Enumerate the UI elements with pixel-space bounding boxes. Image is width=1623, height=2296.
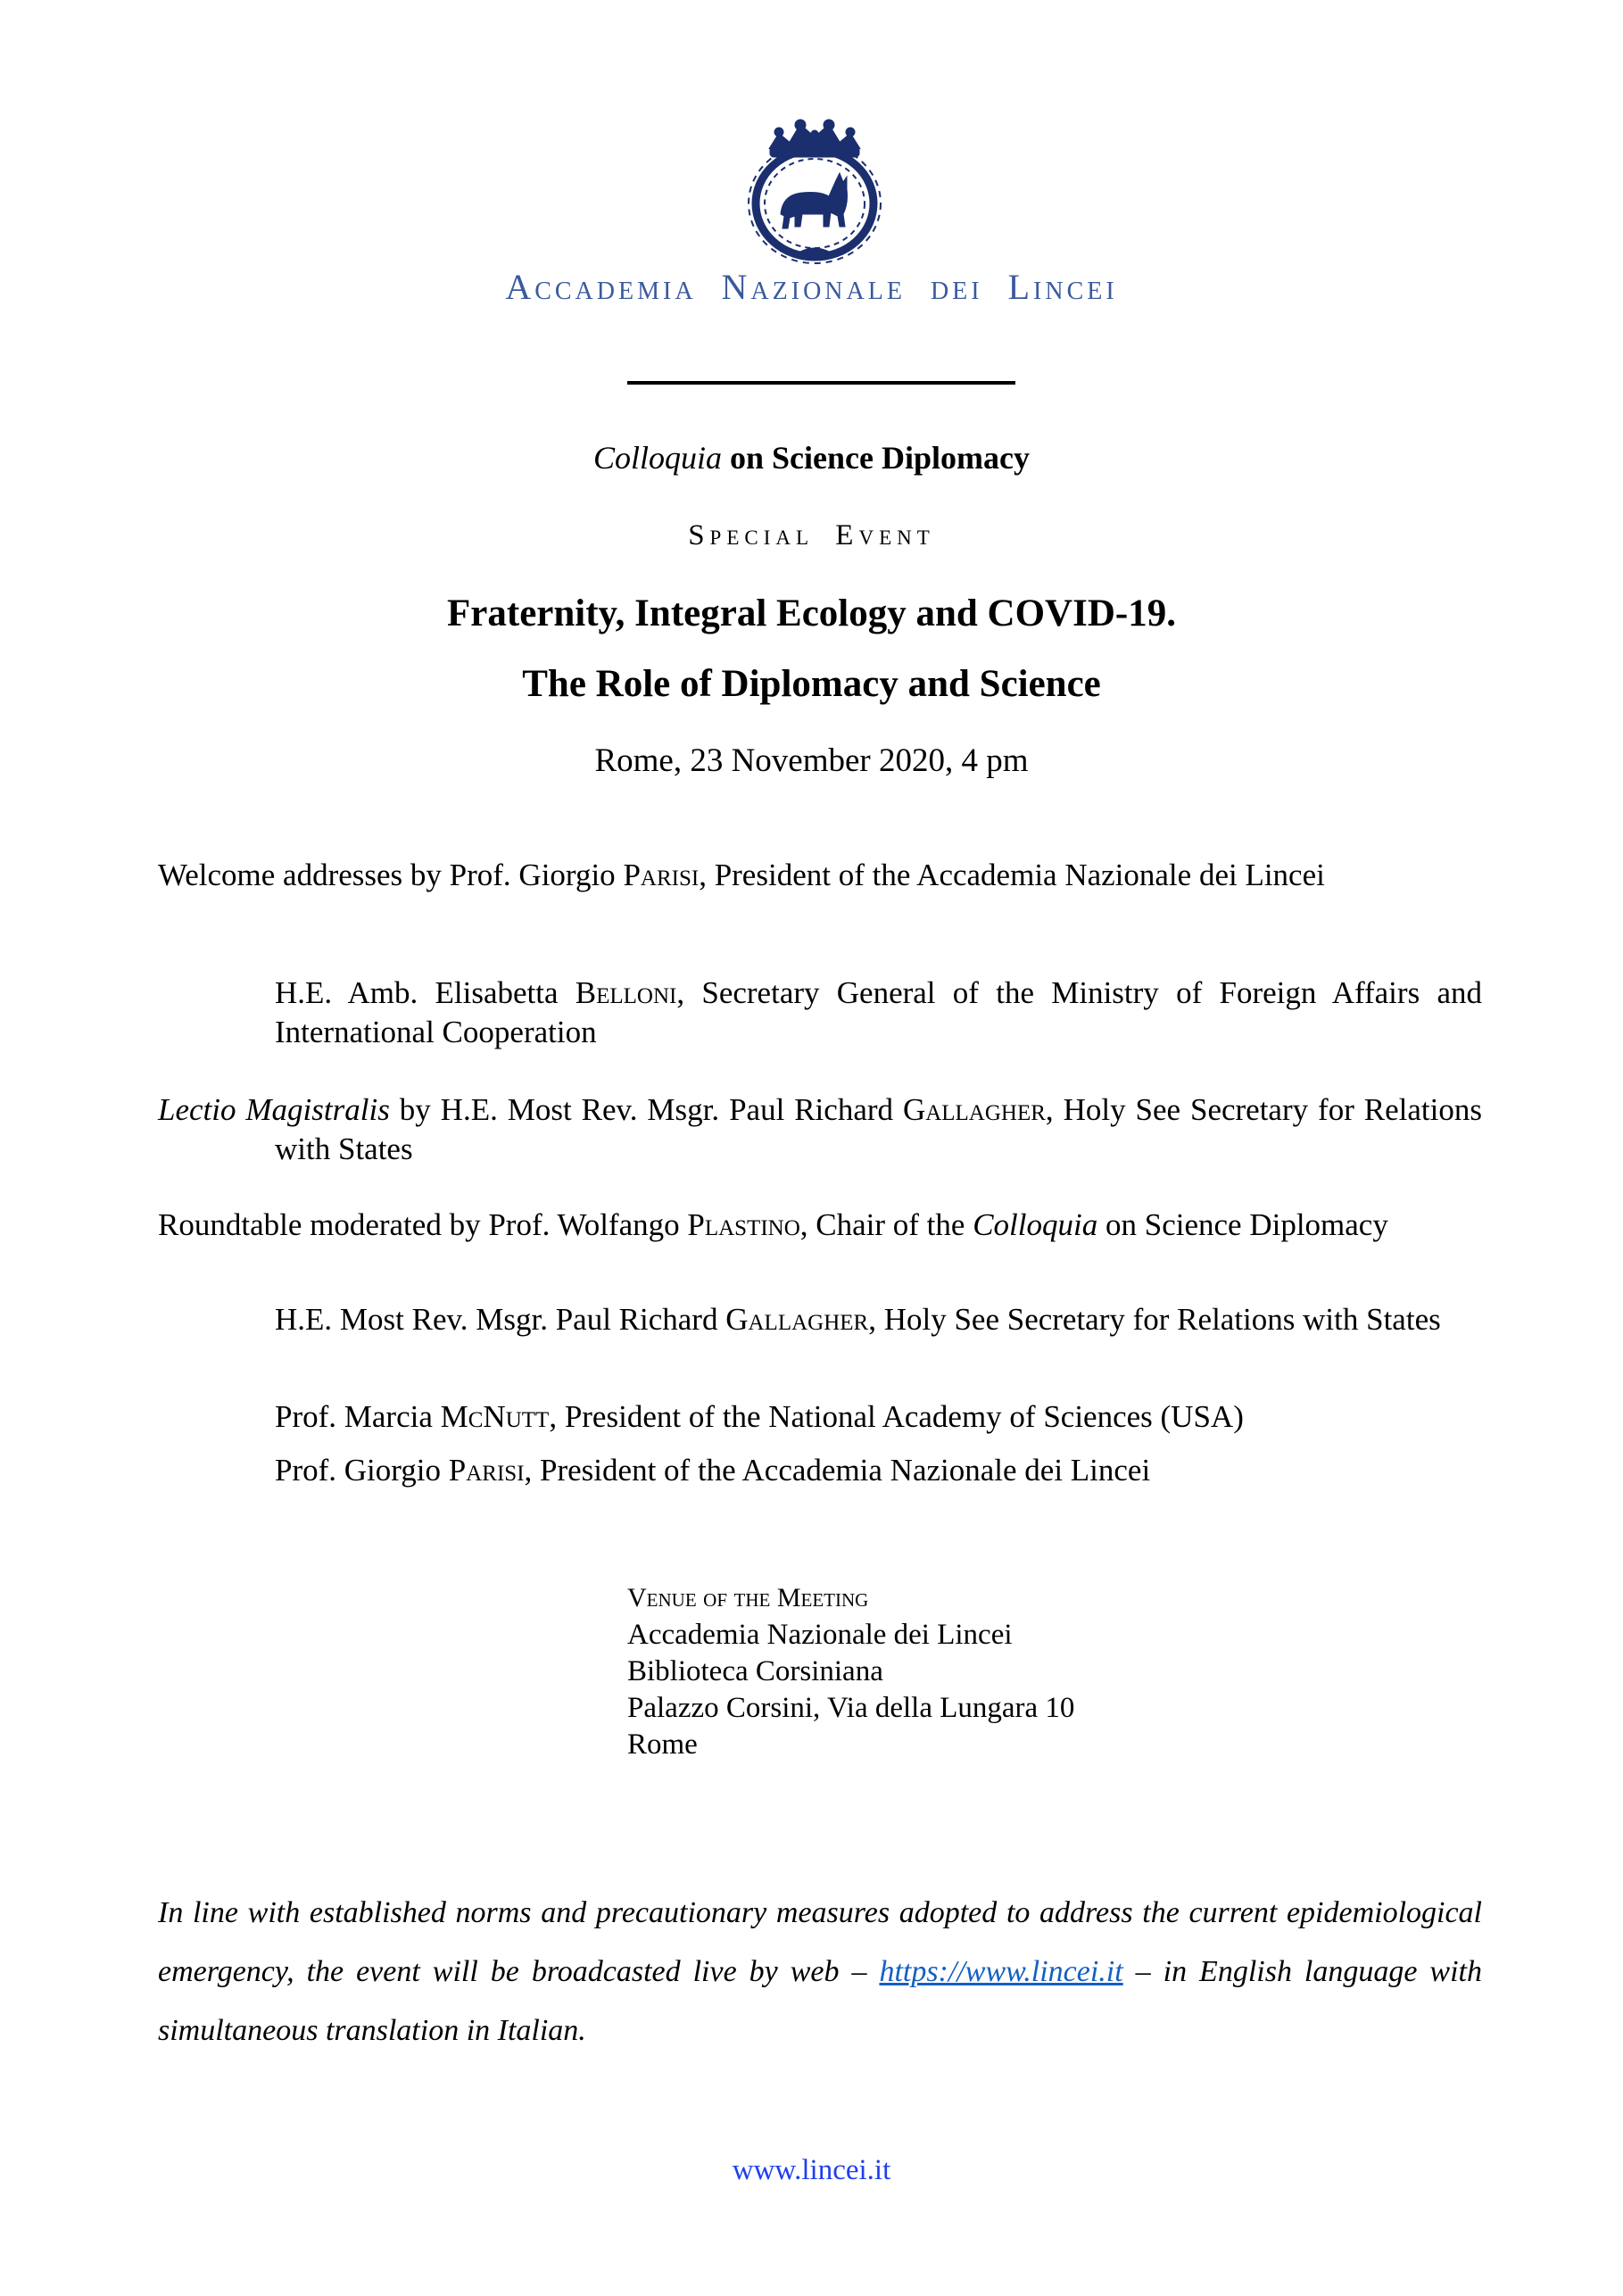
broadcast-notice	[158, 1884, 1482, 2060]
text: , Secretary General of the Ministry of Foreign Affairs and International Cooperation	[275, 975, 1482, 1049]
header-divider	[627, 381, 1015, 385]
event-date-place: Rome, 23 November 2020, 4 pm	[594, 742, 1029, 779]
speaker-name: Belloni	[575, 975, 677, 1010]
panelist	[275, 1451, 1482, 1490]
organization-name: Accademia Nazionale dei Lincei	[505, 267, 1118, 307]
footer-website[interactable]: www.lincei.it	[732, 2154, 891, 2186]
text: on Science Diplomacy	[1097, 1207, 1388, 1242]
text: , Holy See Secretary for Relations with States	[275, 1092, 1482, 1166]
speaker-name: Parisi	[448, 1453, 525, 1488]
lincei-website-link[interactable]: https://www.lincei.it	[879, 1955, 1123, 1988]
series-italic: Colloquia	[973, 1207, 1098, 1242]
venue-line: Biblioteca Corsiniana	[627, 1655, 883, 1687]
speaker-name: McNutt	[440, 1399, 550, 1434]
text: Prof. Marcia	[275, 1399, 441, 1434]
text: H.E. Amb. Elisabetta	[275, 975, 576, 1010]
text: , Holy See Secretary for Relations with States	[868, 1302, 1441, 1337]
text: by H.E. Most Rev. Msgr. Paul Richard	[389, 1092, 903, 1127]
lynx-crest-icon	[743, 118, 886, 264]
text: , President of the National Academy of Sciences (USA)	[549, 1399, 1244, 1434]
text: H.E. Most Rev. Msgr. Paul Richard	[275, 1302, 726, 1337]
text: In line with established norms and precautionary measures adopted to address the current epidemiological emergency, the event will be broadcasted live by web –	[158, 1896, 1482, 1988]
speaker-name: Gallagher	[725, 1302, 869, 1337]
program-belloni	[275, 974, 1482, 1052]
event-type: Special Event	[688, 519, 935, 551]
text: , Chair of the	[799, 1207, 973, 1242]
venue-line: Rome	[627, 1728, 698, 1761]
event-title-line-2: The Role of Diplomacy and Science	[522, 663, 1101, 705]
text: , President of the Accademia Nazionale dei Lincei	[699, 858, 1325, 892]
event-title-line-1: Fraternity, Integral Ecology and COVID-19.	[447, 593, 1176, 634]
venue-line: Accademia Nazionale dei Lincei	[627, 1619, 1013, 1651]
panelist	[275, 1300, 1482, 1339]
series-title	[0, 438, 1623, 477]
venue-block	[627, 1579, 1074, 1763]
venue-line: Palazzo Corsini, Via della Lungara 10	[627, 1692, 1075, 1724]
text: Welcome addresses by Prof. Giorgio	[158, 858, 624, 892]
speaker-name: Parisi	[623, 858, 700, 892]
program-welcome	[158, 856, 1482, 895]
speaker-name: Plastino	[687, 1207, 800, 1242]
series-title-italic: Colloquia	[592, 440, 723, 476]
lectio-label: Lectio Magistralis	[158, 1092, 390, 1127]
program-roundtable	[158, 1206, 1482, 1245]
panelist	[275, 1397, 1482, 1437]
program-lectio	[158, 1090, 1482, 1169]
text: Prof. Giorgio	[275, 1453, 449, 1488]
text: – in English language with simultaneous translation in Italian.	[158, 1955, 1482, 2047]
series-title-rest: on Science Diplomacy	[722, 440, 1030, 476]
text: , President of the Accademia Nazionale dei Lincei	[524, 1453, 1151, 1488]
venue-heading: Venue of the Meeting	[627, 1583, 869, 1612]
text: Roundtable moderated by Prof. Wolfango	[158, 1207, 688, 1242]
speaker-name: Gallagher	[902, 1092, 1046, 1127]
